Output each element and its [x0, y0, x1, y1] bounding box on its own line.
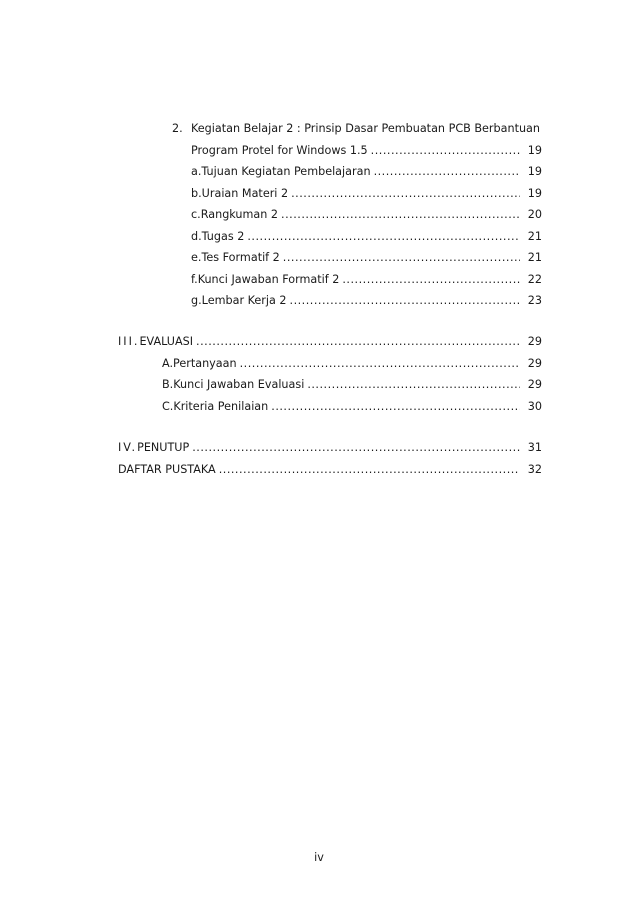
- toc-entry-title: Pertanyaan: [173, 357, 237, 370]
- toc-entry-letter: e.: [191, 251, 202, 264]
- toc-page-number: 32: [527, 463, 542, 476]
- dot-leader: [342, 272, 520, 288]
- toc-page-number: 20: [527, 208, 542, 221]
- toc-entry-letter: c.: [191, 208, 201, 221]
- toc-entry-letter: a.: [191, 165, 202, 178]
- toc-entry-letter: f.: [191, 273, 198, 286]
- dot-leader: [371, 143, 520, 159]
- dot-leader: [281, 207, 520, 223]
- toc-page-number: 21: [527, 251, 542, 264]
- dot-leader: [291, 186, 520, 202]
- toc-entry-title: Kriteria Penilaian: [173, 400, 269, 413]
- toc-entry-title: Rangkuman 2: [200, 208, 279, 221]
- toc-subentry-e: [191, 250, 542, 266]
- toc-entry-letter: b.: [191, 187, 202, 200]
- toc-entry-letter: B.: [162, 378, 174, 391]
- toc-entry-letter: d.: [191, 230, 202, 243]
- toc-entry-number: 2.: [172, 122, 183, 135]
- toc-entry-title-continued: Program Protel for Windows 1.5: [191, 144, 368, 157]
- toc-entry-title: Lembar Kerja 2: [201, 294, 287, 307]
- toc-entry-number: IV.: [118, 441, 138, 454]
- toc-entry-number: III.: [118, 335, 140, 348]
- toc-subentry-f: [191, 272, 542, 288]
- toc-subentry-A: [162, 356, 542, 372]
- page-number-footer: iv: [314, 851, 324, 864]
- toc-page-number: 29: [527, 335, 542, 348]
- toc-entry-title: PENUTUP: [137, 441, 190, 454]
- toc-page-number: 19: [527, 165, 542, 178]
- dot-leader: [192, 440, 520, 456]
- dot-leader: [240, 356, 520, 372]
- toc-page-number: 29: [527, 357, 542, 370]
- toc-page-number: 29: [527, 378, 542, 391]
- toc-entry-title: Kegiatan Belajar 2 : Prinsip Dasar Pembuatan PCB Berbantuan: [191, 122, 540, 135]
- toc-entry-penutup: [118, 440, 542, 456]
- dot-leader: [307, 377, 520, 393]
- toc-subentry-B: [162, 377, 542, 393]
- toc-entry-letter: C.: [162, 400, 174, 413]
- dot-leader: [290, 293, 520, 309]
- toc-subentry-d: [191, 229, 542, 245]
- toc-page-number: 30: [527, 400, 542, 413]
- toc-entry-title: Kunci Jawaban Evaluasi: [173, 378, 305, 391]
- dot-leader: [219, 462, 520, 478]
- dot-leader: [247, 229, 520, 245]
- toc-subentry-b: [191, 186, 542, 202]
- toc-entry-letter: g.: [191, 294, 202, 307]
- dot-leader: [374, 164, 520, 180]
- toc-entry-evaluasi: [118, 334, 542, 350]
- dot-leader: [283, 250, 520, 266]
- dot-leader: [271, 399, 520, 415]
- toc-subentry-C: [162, 399, 542, 415]
- toc-entry-kegiatan-belajar-2-line1: [172, 121, 542, 137]
- toc-entry-title: Kunci Jawaban Formatif 2: [197, 273, 340, 286]
- toc-entry-daftar-pustaka: [118, 462, 542, 478]
- toc-entry-title: DAFTAR PUSTAKA: [118, 463, 216, 476]
- toc-entry-title: Tes Formatif 2: [201, 251, 280, 264]
- dot-leader: [196, 334, 520, 350]
- toc-page-number: 19: [527, 144, 542, 157]
- toc-entry-title: EVALUASI: [139, 335, 194, 348]
- toc-page-number: 21: [527, 230, 542, 243]
- toc-entry-title: Tujuan Kegiatan Pembelajaran: [201, 165, 371, 178]
- toc-page-number: 19: [527, 187, 542, 200]
- toc-page-number: 22: [527, 273, 542, 286]
- toc-page-number: 23: [527, 294, 542, 307]
- toc-page-number: 31: [527, 441, 542, 454]
- toc-entry-kegiatan-belajar-2-line2: [191, 143, 542, 159]
- toc-subentry-g: [191, 293, 542, 309]
- toc-entry-title: Uraian Materi 2: [201, 187, 289, 200]
- toc-subentry-c: [191, 207, 542, 223]
- toc-subentry-a: [191, 164, 542, 180]
- toc-entry-letter: A.: [162, 357, 174, 370]
- toc-entry-title: Tugas 2: [201, 230, 245, 243]
